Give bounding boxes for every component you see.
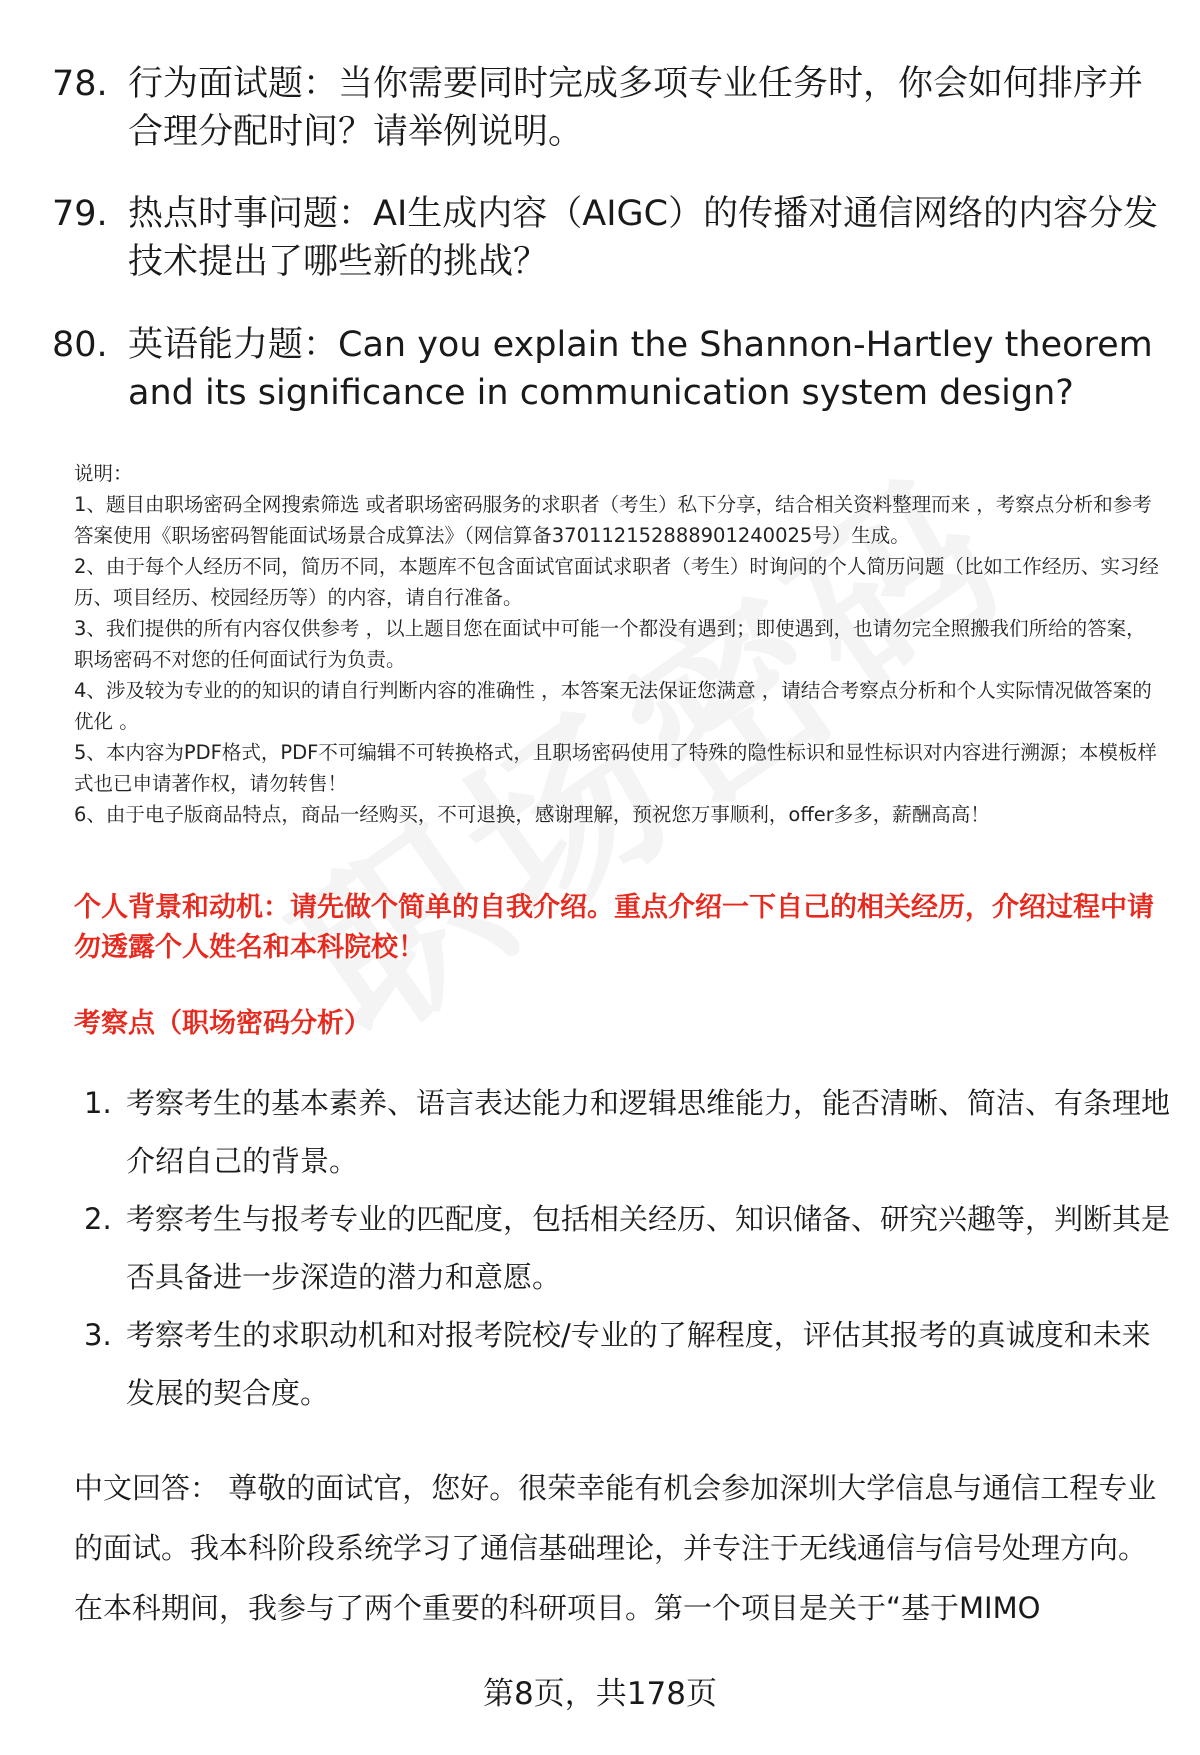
point-number: 1.: [84, 1086, 112, 1120]
kaocha-heading: 考察点（职场密码分析）: [74, 1008, 371, 1039]
point-number: 3.: [84, 1318, 112, 1352]
point-number: 2.: [84, 1202, 112, 1236]
chinese-answer: 中文回答： 尊敬的面试官，您好。很荣幸能有机会参加深圳大学信息与通信工程专业的面试。我本科阶段系统学习了通信基础理论，并专注于无线通信与信号处理方向。在本科期间，我参与了两个重要的科研项目。第一个项目是关于“基于MIMO: [74, 1471, 1157, 1625]
point-text: 考察考生的基本素养、语言表达能力和逻辑思维能力，能否清晰、简洁、有条理地介绍自己的背景。: [126, 1086, 1171, 1178]
notes-section: [74, 458, 1164, 830]
kaocha-point: [84, 1306, 1174, 1422]
point-text: 考察考生与报考专业的匹配度，包括相关经历、知识储备、研究兴趣等，判断其是否具备进一步深造的潜力和意愿。: [126, 1202, 1171, 1294]
question-text: 行为面试题：当你需要同时完成多项专业任务时，你会如何排序并合理分配时间？请举例说明。: [128, 64, 1144, 152]
question-number: 78.: [52, 64, 108, 104]
question-80: [52, 321, 1162, 417]
question-number: 80.: [52, 325, 108, 365]
question-79: [52, 190, 1162, 286]
notes-title: 说明：: [74, 462, 133, 485]
note-item: 6、由于电子版商品特点，商品一经购买，不可退换，感谢理解，预祝您万事顺利，offer多多，薪酬高高！: [74, 803, 990, 826]
kaocha-point: [84, 1074, 1174, 1190]
kaocha-points-list: [84, 1074, 1174, 1422]
kaocha-point: [84, 1190, 1174, 1306]
question-78: [52, 60, 1162, 156]
note-item: 1、题目由职场密码全网搜索筛选 或者职场密码服务的求职者（考生）私下分享，结合相关资料整理而来 ，考察点分析和参考答案使用《职场密码智能面试场景合成算法》（网信算备370112152888901240025号）生成。: [74, 493, 1152, 547]
page-footer: 第8页，共178页: [483, 1676, 717, 1712]
background-heading: 个人背景和动机：请先做个简单的自我介绍。重点介绍一下自己的相关经历，介绍过程中请勿透露个人姓名和本科院校！: [74, 892, 1154, 963]
note-item: 2、由于每个人经历不同，简历不同，本题库不包含面试官面试求职者（考生）时询问的个人简历问题（比如工作经历、实习经历、项目经历、校园经历等）的内容，请自行准备。: [74, 555, 1159, 609]
note-item: 5、本内容为PDF格式，PDF不可编辑不可转换格式，且职场密码使用了特殊的隐性标识和显性标识对内容进行溯源；本模板样式也已申请著作权，请勿转售！: [74, 741, 1157, 795]
note-item: 3、我们提供的所有内容仅供参考 ，以上题目您在面试中可能一个都没有遇到；即使遇到，也请勿完全照搬我们所给的答案，职场密码不对您的任何面试行为负责。: [74, 617, 1146, 671]
question-text: 热点时事问题：AI生成内容（AIGC）的传播对通信网络的内容分发技术提出了哪些新的挑战？: [128, 194, 1159, 282]
question-number: 79.: [52, 194, 108, 234]
note-item: 4、涉及较为专业的的知识的请自行判断内容的准确性 ，本答案无法保证您满意 ，请结合考察点分析和个人实际情况做答案的优化 。: [74, 679, 1152, 733]
question-text: 英语能力题：Can you explain the Shannon-Hartley theorem and its significance in communication system design?: [128, 325, 1153, 413]
point-text: 考察考生的求职动机和对报考院校/专业的了解程度，评估其报考的真诚度和未来发展的契合度。: [126, 1318, 1151, 1410]
